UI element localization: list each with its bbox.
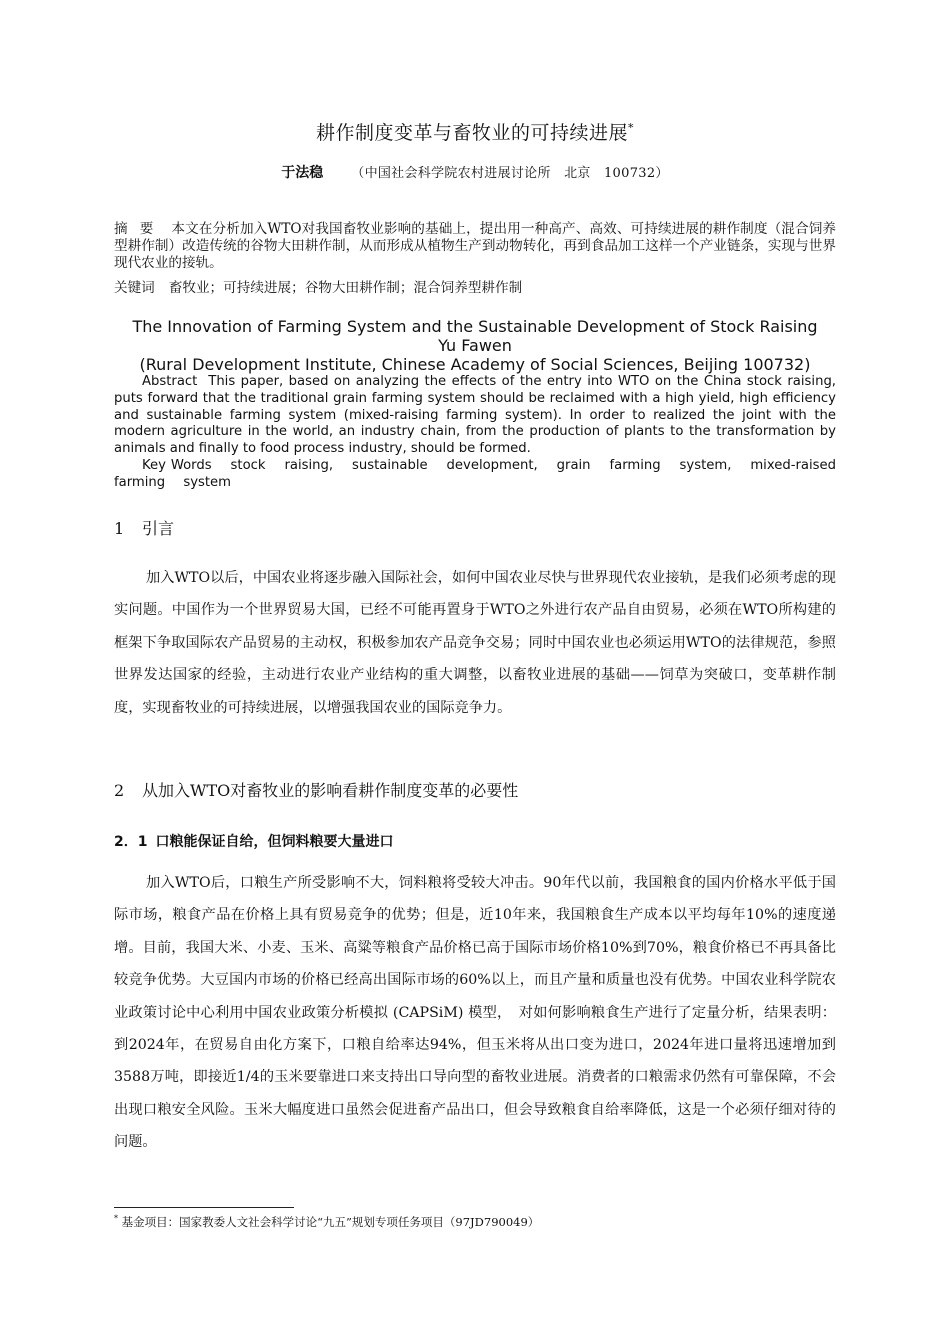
- author-name: 于法稳: [281, 165, 324, 181]
- title-text: 耕作制度变革与畜牧业的可持续进展: [315, 122, 628, 144]
- footnote-text: 基金项目：国家教委人文社会科学讨论“九五”规划专项任务项目（97JD790049）: [121, 1215, 540, 1229]
- keywords-en-label: Key Words: [142, 457, 212, 473]
- paper-title: [0, 118, 950, 145]
- footnote-mark: *: [114, 1214, 118, 1224]
- abstract-cn: [114, 221, 836, 272]
- author-en: Yu Fawen: [438, 336, 512, 355]
- keywords-en-text: stock raising, sustainable development, grain farming system, mixed-raised farming system: [114, 457, 837, 490]
- affiliation-en: (Rural Development Institute, Chinese Academy of Social Sciences, Beijing 100732): [139, 355, 811, 374]
- section-2-title: 从加入WTO对畜牧业的影响看耕作制度变革的必要性: [142, 781, 519, 800]
- keywords-cn-text: 畜牧业；可持续进展；谷物大田耕作制；混合饲养型耕作制: [168, 280, 523, 296]
- author-line: [0, 162, 950, 182]
- footnote-divider: [114, 1207, 294, 1208]
- section-2-1-heading: [114, 831, 393, 851]
- author-affiliation: （中国社会科学院农村进展讨论所 北京 100732）: [351, 166, 669, 181]
- section-2-number: 2: [114, 781, 125, 800]
- abstract-en-label: Abstract: [142, 374, 198, 389]
- section-2-1-paragraph: [114, 867, 836, 1159]
- section-1-title: 引言: [142, 519, 175, 538]
- section-2-1-text: 加入WTO后，口粮生产所受影响不大，饲料粮将受较大冲击。90年代以前，我国粮食的国内价格水平低于国际市场，粮食产品在价格上具有贸易竞争的优势；但是，近10年来，我国粮食生产成本以平均每年10%的速度递增。目前，我国大米、小麦、玉米、高粱等粮食产品价格已高于国际市场价格10%到70%，粮食价格已不再具备比较竞争优势。大豆国内市场的价格已经高出国际市场的60%以上，而且产量和质量也没有优势。中国农业科学院农业政策讨论中心利用中国农业政策分析模拟 (CAPSiM) 模型， 对如何影响粮食生产进行了定量分析，结果表明：到2024年，在贸易自由化方案下，口粮自给率达94%，但玉米将从出口变为进口，2024年进口量将迅速增加到3588万吨，即接近1/4的玉米要靠进口来支持出口导向型的畜牧业进展。消费者的口粮需求仍然有可靠保障，不会出现口粮安全风险。玉米大幅度进口虽然会促进畜产品出口，但会导致粮食自给率降低，这是一个必须仔细对待的问题。: [114, 875, 836, 1151]
- section-1-text: 加入WTO以后，中国农业将逐步融入国际社会，如何中国农业尽快与世界现代农业接轨，是我们必须考虑的现实问题。中国作为一个世界贸易大国，已经不可能再置身于WTO之外进行农产品自由贸易，必须在WTO所构建的框架下争取国际农产品贸易的主动权，积极参加农产品竞争交易；同时中国农业也必须运用WTO的法律规范，参照世界发达国家的经验，主动进行农业产业结构的重大调整，以畜牧业进展的基础——饲草为突破口，变革耕作制度，实现畜牧业的可持续进展，以增强我国农业的国际竞争力。: [114, 570, 836, 716]
- title-footnote-mark: *: [628, 121, 634, 135]
- keywords-cn: [114, 280, 836, 297]
- section-1-heading: [114, 516, 174, 539]
- abstract-en: [114, 374, 836, 458]
- section-1-paragraph: [114, 562, 836, 724]
- section-2-heading: [114, 778, 518, 801]
- section-2-1-number: 2．1: [114, 834, 148, 850]
- abstract-cn-text: 本文在分析加入WTO对我国畜牧业影响的基础上，提出用一种高产、高效、可持续进展的耕作制度（混合饲养型耕作制）改造传统的谷物大田耕作制，从而形成从植物生产到动物转化，再到食品加工这样一个产业链条，实现与世界现代农业的接轨。: [114, 221, 837, 271]
- english-abstract-block: [114, 317, 836, 492]
- keywords-en: [114, 458, 836, 492]
- abstract-en-text: This paper, based on analyzing the effects of the entry into WTO on the China stock raising, puts forward that the traditional grain farming system should be reclaimed with a high yield, high efficiency and sustainable farming system (mixed-raising farming system). In order to realized the joint with the modern agriculture in the world, an industry chain, from the production of plants to the transformation by animals and finally to food process industry, should be formed.: [114, 374, 837, 457]
- title-en: The Innovation of Farming System and the Sustainable Development of Stock Raising: [132, 317, 818, 336]
- keywords-cn-label: 关键词: [114, 280, 155, 296]
- footnote: [114, 1214, 539, 1230]
- section-2-1-title: 口粮能保证自给，但饲料粮要大量进口: [155, 834, 394, 850]
- section-1-number: 1: [114, 519, 125, 538]
- abstract-cn-label: 摘要: [114, 221, 166, 237]
